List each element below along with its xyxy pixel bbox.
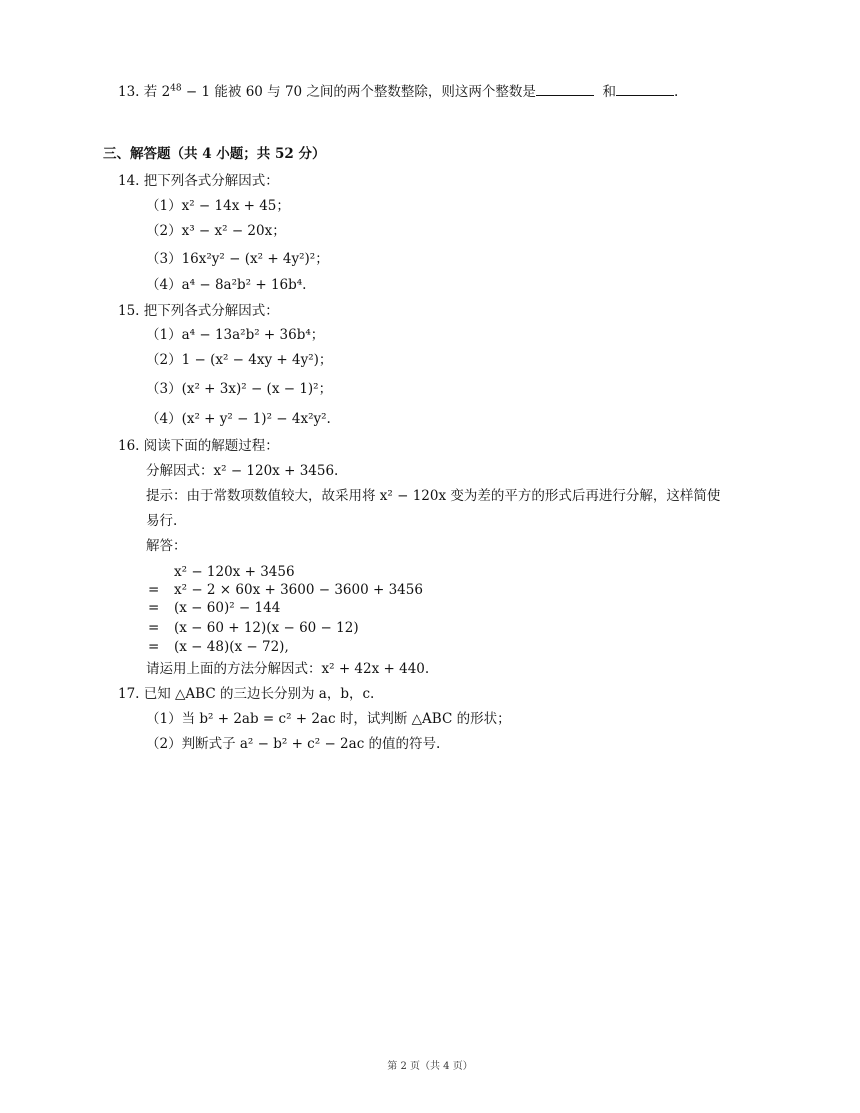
item-expr: 当 b² + 2ab = c² + 2ac 时，试判断 △ABC 的形状；	[181, 711, 511, 727]
q16-hint-line-1: 提示：由于常数项数值较大，故采用将 x² − 120x 变为差的平方的形式后再进行分解，这样简使	[146, 488, 721, 504]
item-label: （1）	[146, 711, 182, 727]
item-expr: (x² + y² − 1)² − 4x²y².	[181, 411, 331, 427]
item-expr: x³ − x² − 20x；	[181, 223, 286, 239]
item-expr: 16x²y² − (x² + 4y²)²；	[181, 251, 329, 267]
q13-exponent: 48	[170, 83, 182, 94]
step-expr: x² − 2 × 60x + 3600 − 3600 + 3456	[174, 582, 423, 598]
item-label: （2）	[146, 223, 182, 239]
item-label: （1）	[146, 198, 182, 214]
q13-text-before: 若	[143, 84, 158, 100]
q15-item-3	[146, 379, 332, 399]
item-expr: a⁴ − 13a²b² + 36b⁴；	[181, 327, 325, 343]
item-expr: 1 − (x² − 4xy + 4y²)；	[181, 352, 333, 368]
q16-step-4	[148, 637, 289, 657]
q13-blank-2	[616, 82, 674, 96]
q17-stem: 17. 已知 △ABC 的三边长分别为 a，b，c.	[118, 686, 375, 702]
item-label: （2）	[146, 736, 182, 752]
question-13	[118, 82, 678, 102]
q17-item-1	[146, 709, 511, 729]
q14-item-4	[146, 275, 306, 295]
item-expr: a⁴ − 8a²b² + 16b⁴.	[181, 277, 307, 293]
q13-text-after: − 1 能被 60 与 70 之间的两个整数整除，则这两个整数是	[185, 84, 536, 100]
q16-step-3	[148, 618, 359, 638]
q13-blank-1	[536, 82, 594, 96]
q14-item-1	[146, 196, 290, 216]
step-expr: (x − 48)(x − 72),	[174, 639, 289, 655]
q15-item-2	[146, 350, 332, 370]
q15-item-4	[146, 409, 331, 429]
step-expr: (x − 60 + 12)(x − 60 − 12)	[174, 620, 359, 636]
q13-base: 2	[161, 84, 171, 100]
q14-stem: 14. 把下列各式分解因式：	[118, 173, 279, 189]
item-expr: x² − 14x + 45；	[181, 198, 290, 214]
item-expr: 判断式子 a² − b² + c² − 2ac 的值的符号.	[181, 736, 441, 752]
q16-hint-line-2: 易行.	[146, 513, 178, 529]
q16-answer-label: 解答：	[146, 538, 187, 554]
q16-apply: 请运用上面的方法分解因式：x² + 42x + 440.	[146, 661, 430, 677]
q13-number: 13.	[118, 84, 140, 100]
step-expr: x² − 120x + 3456	[174, 564, 295, 580]
section-3-title: 三、解答题（共 4 小题；共 52 分）	[103, 146, 326, 162]
q14-item-2	[146, 221, 286, 241]
q16-step-0	[148, 562, 295, 582]
page-footer: 第 2 页（共 4 页）	[387, 1061, 473, 1072]
step-eq: =	[148, 620, 160, 636]
item-label: （2）	[146, 352, 182, 368]
q13-end: .	[674, 84, 679, 100]
q16-step-2	[148, 598, 280, 618]
item-label: （4）	[146, 411, 182, 427]
step-eq: =	[148, 582, 160, 598]
q14-item-3	[146, 249, 329, 269]
item-label: （3）	[146, 251, 182, 267]
item-expr: (x² + 3x)² − (x − 1)²；	[181, 381, 333, 397]
q16-task: 分解因式：x² − 120x + 3456.	[146, 463, 339, 479]
step-eq: =	[148, 600, 160, 616]
item-label: （4）	[146, 277, 182, 293]
q13-conj: 和	[602, 84, 617, 100]
item-label: （3）	[146, 381, 182, 397]
q16-step-1	[148, 580, 423, 600]
q15-stem: 15. 把下列各式分解因式：	[118, 303, 279, 319]
q17-item-2	[146, 734, 440, 754]
step-eq: =	[148, 639, 160, 655]
item-label: （1）	[146, 327, 182, 343]
q16-stem: 16. 阅读下面的解题过程：	[118, 438, 279, 454]
q15-item-1	[146, 325, 324, 345]
step-expr: (x − 60)² − 144	[174, 600, 281, 616]
